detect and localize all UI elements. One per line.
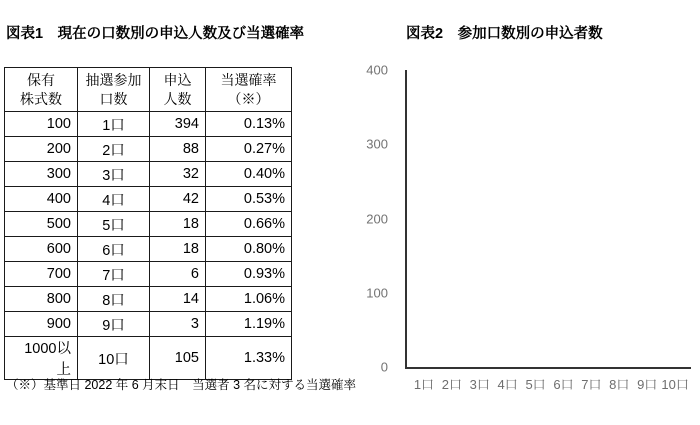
table-cell: 0.27% bbox=[206, 137, 292, 162]
table-body bbox=[5, 112, 292, 380]
table-row bbox=[5, 262, 292, 287]
table-cell: 500 bbox=[5, 212, 78, 237]
table-row bbox=[5, 287, 292, 312]
table-cell: 3 bbox=[150, 312, 206, 337]
header-line: 申込 bbox=[163, 71, 192, 88]
figure1-table-container bbox=[4, 67, 292, 380]
table-cell: 3口 bbox=[78, 162, 150, 187]
figure1-title: 図表1 現在の口数別の申込人数及び当選確率 bbox=[6, 26, 305, 42]
table-cell: 700 bbox=[5, 262, 78, 287]
y-tick-label: 300 bbox=[366, 136, 388, 152]
table-row bbox=[5, 212, 292, 237]
table-cell: 800 bbox=[5, 287, 78, 312]
y-axis-labels bbox=[352, 62, 398, 375]
table-cell: 0.93% bbox=[206, 262, 292, 287]
col-header-applicants bbox=[150, 68, 206, 112]
table-cell: 0.13% bbox=[206, 112, 292, 137]
table-cell: 1.33% bbox=[206, 337, 292, 380]
table-cell: 5口 bbox=[78, 212, 150, 237]
table-cell: 1000以上 bbox=[5, 337, 78, 380]
table-cell: 900 bbox=[5, 312, 78, 337]
table-row bbox=[5, 187, 292, 212]
table-row bbox=[5, 112, 292, 137]
table-cell: 10口 bbox=[78, 337, 150, 380]
y-tick-label: 100 bbox=[366, 285, 388, 301]
table-cell: 32 bbox=[150, 162, 206, 187]
table-row bbox=[5, 312, 292, 337]
table-cell: 14 bbox=[150, 287, 206, 312]
figure2-title: 図表2 参加口数別の申込者数 bbox=[406, 26, 603, 42]
table-cell: 394 bbox=[150, 112, 206, 137]
x-tick-label: 4口 bbox=[497, 377, 518, 392]
table-row bbox=[5, 237, 292, 262]
table-cell: 88 bbox=[150, 137, 206, 162]
x-tick-label: 6口 bbox=[553, 377, 574, 392]
table-cell: 1口 bbox=[78, 112, 150, 137]
figure1-footnote: （※）基準日 2022 年 6 月末日 当選者 3 名に対する当選確率 bbox=[6, 378, 357, 392]
table-cell: 4口 bbox=[78, 187, 150, 212]
table-cell: 0.53% bbox=[206, 187, 292, 212]
header-line: 保有 bbox=[27, 71, 55, 88]
x-tick-label: 10口 bbox=[661, 377, 689, 392]
header-line: 人数 bbox=[163, 90, 192, 107]
table-cell: 42 bbox=[150, 187, 206, 212]
table-cell: 1.06% bbox=[206, 287, 292, 312]
y-tick-label: 200 bbox=[366, 211, 388, 226]
table-cell: 200 bbox=[5, 137, 78, 162]
x-tick-label: 9口 bbox=[637, 377, 658, 392]
table-cell: 8口 bbox=[78, 287, 150, 312]
header-line: 抽選参加 bbox=[85, 71, 142, 88]
table-cell: 6 bbox=[150, 262, 206, 287]
header-line: 株式数 bbox=[20, 90, 62, 107]
header-line: （※） bbox=[227, 90, 270, 107]
table-cell: 18 bbox=[150, 237, 206, 262]
x-tick-label: 2口 bbox=[441, 377, 462, 392]
x-tick-label: 1口 bbox=[413, 377, 435, 392]
x-axis-labels bbox=[405, 374, 689, 393]
table-row bbox=[5, 162, 292, 187]
applicants-table bbox=[4, 67, 292, 380]
x-tick-label: 8口 bbox=[609, 377, 630, 392]
y-tick-label: 0 bbox=[380, 359, 388, 375]
x-tick-label: 7口 bbox=[581, 377, 602, 392]
table-cell: 2口 bbox=[78, 137, 150, 162]
table-row bbox=[5, 337, 292, 380]
table-cell: 300 bbox=[5, 162, 78, 187]
y-tick-label: 400 bbox=[366, 62, 388, 78]
bar-chart-plot-area bbox=[405, 70, 691, 369]
header-line: 口数 bbox=[99, 90, 128, 107]
col-header-win-probability bbox=[206, 68, 292, 112]
col-header-shares-held bbox=[5, 68, 78, 112]
table-cell: 0.66% bbox=[206, 212, 292, 237]
table-cell: 400 bbox=[5, 187, 78, 212]
table-cell: 9口 bbox=[78, 312, 150, 337]
table-header-row bbox=[5, 68, 292, 112]
table-cell: 18 bbox=[150, 212, 206, 237]
table-cell: 7口 bbox=[78, 262, 150, 287]
x-tick-label: 3口 bbox=[469, 377, 490, 392]
table-cell: 6口 bbox=[78, 237, 150, 262]
table-cell: 100 bbox=[5, 112, 78, 137]
x-tick-label: 5口 bbox=[525, 377, 546, 392]
table-cell: 1.19% bbox=[206, 312, 292, 337]
table-cell: 600 bbox=[5, 237, 78, 262]
col-header-lottery-units bbox=[78, 68, 150, 112]
header-line: 当選確率 bbox=[220, 71, 277, 88]
table-row bbox=[5, 137, 292, 162]
table-cell: 105 bbox=[150, 337, 206, 380]
table-header bbox=[5, 68, 292, 112]
table-cell: 0.40% bbox=[206, 162, 292, 187]
table-cell: 0.80% bbox=[206, 237, 292, 262]
